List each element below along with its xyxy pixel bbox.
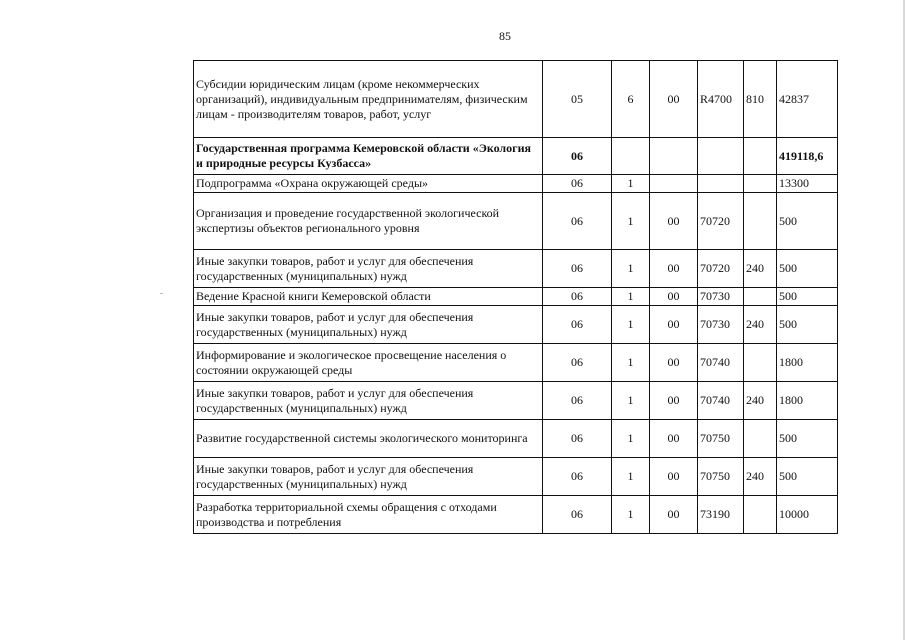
target-code-cell: 73190	[698, 496, 744, 534]
section-cell: 06	[543, 193, 612, 250]
expense-type-cell	[744, 496, 777, 534]
activity-cell	[650, 175, 698, 193]
section-cell: 06	[543, 138, 612, 175]
subprogram-cell: 1	[612, 344, 650, 382]
item-name-cell: Информирование и экологическое просвещение населения о состоянии окружающей среды	[194, 344, 543, 382]
sum-cell: 500	[777, 288, 838, 306]
section-cell: 06	[543, 344, 612, 382]
table-row	[194, 175, 838, 193]
target-code-cell: 70720	[698, 250, 744, 288]
sum-cell: 500	[777, 250, 838, 288]
subprogram-cell: 1	[612, 458, 650, 496]
table-row	[194, 61, 838, 138]
page-number: 85	[499, 29, 511, 43]
table-row	[194, 458, 838, 496]
table-row	[194, 344, 838, 382]
expense-type-cell: 240	[744, 458, 777, 496]
target-code-cell: 70750	[698, 458, 744, 496]
subprogram-cell: 1	[612, 175, 650, 193]
activity-cell: 00	[650, 458, 698, 496]
section-cell: 06	[543, 250, 612, 288]
activity-cell: 00	[650, 344, 698, 382]
subprogram-cell: 1	[612, 250, 650, 288]
subprogram-cell: 6	[612, 61, 650, 138]
target-code-cell	[698, 138, 744, 175]
table-row	[194, 288, 838, 306]
scan-speck	[160, 293, 163, 294]
subprogram-cell: 1	[612, 420, 650, 458]
budget-table	[193, 60, 838, 534]
expense-type-cell	[744, 344, 777, 382]
item-name-cell: Субсидии юридическим лицам (кроме некоммерческих организаций), индивидуальным предпринимателям, физическим лицам - производителям товаров, работ, услуг	[194, 61, 543, 138]
section-cell: 06	[543, 420, 612, 458]
item-name-cell: Иные закупки товаров, работ и услуг для обеспечения государственных (муниципальных) нужд	[194, 458, 543, 496]
item-name-cell: Разработка территориальной схемы обращения с отходами производства и потребления	[194, 496, 543, 534]
activity-cell: 00	[650, 288, 698, 306]
sum-cell: 42837	[777, 61, 838, 138]
table-row	[194, 193, 838, 250]
sum-cell: 500	[777, 420, 838, 458]
activity-cell: 00	[650, 193, 698, 250]
section-cell: 06	[543, 175, 612, 193]
section-cell: 06	[543, 458, 612, 496]
sum-cell: 500	[777, 306, 838, 344]
sum-cell: 10000	[777, 496, 838, 534]
sum-cell: 1800	[777, 344, 838, 382]
expense-type-cell: 240	[744, 306, 777, 344]
target-code-cell: 70740	[698, 382, 744, 420]
expense-type-cell	[744, 288, 777, 306]
table-row	[194, 496, 838, 534]
sum-cell: 419118,6	[777, 138, 838, 175]
target-code-cell: 70730	[698, 288, 744, 306]
section-cell: 06	[543, 288, 612, 306]
target-code-cell: R4700	[698, 61, 744, 138]
subprogram-cell: 1	[612, 496, 650, 534]
target-code-cell: 70740	[698, 344, 744, 382]
item-name-cell: Организация и проведение государственной экологической экспертизы объектов регионального уровня	[194, 193, 543, 250]
item-name-cell: Подпрограмма «Охрана окружающей среды»	[194, 175, 543, 193]
activity-cell: 00	[650, 306, 698, 344]
table-row	[194, 138, 838, 175]
table-row	[194, 250, 838, 288]
section-cell: 06	[543, 306, 612, 344]
sum-cell: 13300	[777, 175, 838, 193]
target-code-cell: 70750	[698, 420, 744, 458]
sum-cell: 1800	[777, 382, 838, 420]
item-name-cell: Развитие государственной системы экологического мониторинга	[194, 420, 543, 458]
expense-type-cell	[744, 193, 777, 250]
subprogram-cell: 1	[612, 306, 650, 344]
item-name-cell: Иные закупки товаров, работ и услуг для обеспечения государственных (муниципальных) нужд	[194, 382, 543, 420]
item-name-cell: Иные закупки товаров, работ и услуг для обеспечения государственных (муниципальных) нужд	[194, 306, 543, 344]
item-name-cell: Иные закупки товаров, работ и услуг для обеспечения государственных (муниципальных) нужд	[194, 250, 543, 288]
activity-cell: 00	[650, 382, 698, 420]
subprogram-cell: 1	[612, 288, 650, 306]
expense-type-cell	[744, 420, 777, 458]
item-name-cell: Государственная программа Кемеровской области «Экология и природные ресурсы Кузбасса»	[194, 138, 543, 175]
table-row	[194, 382, 838, 420]
activity-cell: 00	[650, 496, 698, 534]
target-code-cell: 70720	[698, 193, 744, 250]
activity-cell: 00	[650, 420, 698, 458]
subprogram-cell: 1	[612, 382, 650, 420]
section-cell: 06	[543, 382, 612, 420]
target-code-cell	[698, 175, 744, 193]
item-name-cell: Ведение Красной книги Кемеровской области	[194, 288, 543, 306]
subprogram-cell	[612, 138, 650, 175]
expense-type-cell: 240	[744, 382, 777, 420]
activity-cell	[650, 138, 698, 175]
subprogram-cell: 1	[612, 193, 650, 250]
activity-cell: 00	[650, 61, 698, 138]
section-cell: 06	[543, 496, 612, 534]
sum-cell: 500	[777, 193, 838, 250]
expense-type-cell	[744, 138, 777, 175]
table-row	[194, 420, 838, 458]
target-code-cell: 70730	[698, 306, 744, 344]
expense-type-cell	[744, 175, 777, 193]
sum-cell: 500	[777, 458, 838, 496]
activity-cell: 00	[650, 250, 698, 288]
table-row	[194, 306, 838, 344]
section-cell: 05	[543, 61, 612, 138]
expense-type-cell: 810	[744, 61, 777, 138]
expense-type-cell: 240	[744, 250, 777, 288]
